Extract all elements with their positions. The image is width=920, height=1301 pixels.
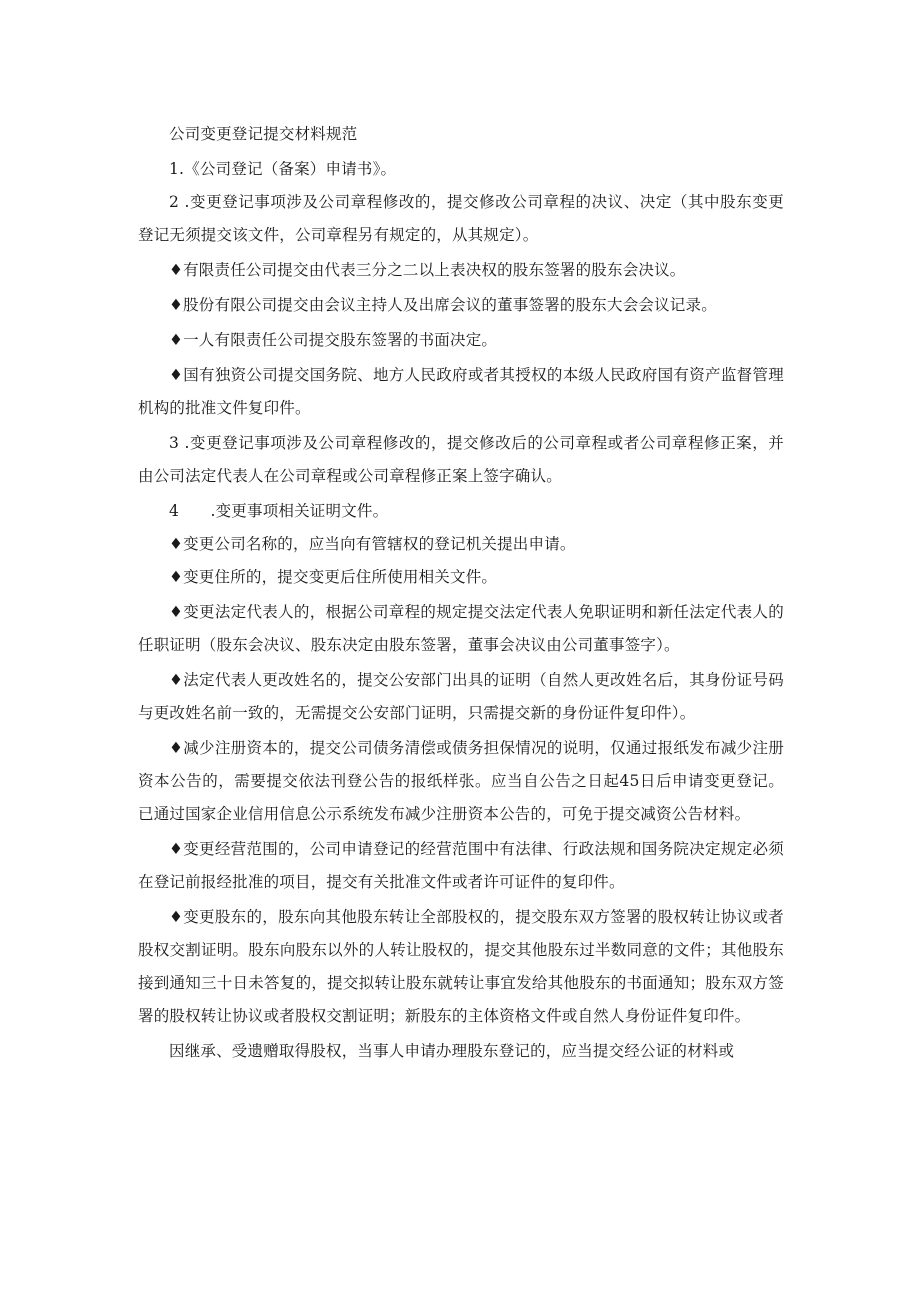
paragraph-bullet-capital-reduction: ♦减少注册资本的，提交公司债务清偿或债务担保情况的说明，仅通过报纸发布减少注册资本公告的，需要提交依法刊登公告的报纸样张。应当自公告之日起45日后申请变更登记。已通过国家企业信用信息公示系统发布减少注册资本公告的，可免于提交减资公告材料。	[138, 739, 784, 823]
paragraph-bullet-state-owned: ♦国有独资公司提交国务院、地方人民政府或者其授权的本级人民政府国有资产监督管理机构的批准文件复印件。	[138, 366, 784, 417]
paragraph-bullet-representative-name-change: ♦法定代表人更改姓名的，提交公安部门出具的证明（自然人更改姓名后，其身份证号码与更改姓名前一致的，无需提交公安部门证明，只需提交新的身份证件复印件）。	[138, 671, 784, 722]
paragraph-bullet-shareholder-change: ♦变更股东的，股东向其他股东转让全部股权的，提交股东双方签署的股权转让协议或者股权交割证明。股东向股东以外的人转让股权的，提交其他股东过半数同意的文件；其他股东接到通知三十日未答复的，提交拟转让股东就转让事宜发给其他股东的书面通知；股东双方签署的股权转让协议或者股权交割证明；新股东的主体资格文件或自然人身份证件复印件。	[138, 908, 784, 1025]
paragraph-item-1: 1.《公司登记（备案）申请书》。	[169, 160, 397, 178]
paragraph-bullet-single-shareholder: ♦一人有限责任公司提交股东签署的书面决定。	[169, 331, 498, 349]
paragraph-inheritance: 因继承、受遗赠取得股权，当事人申请办理股东登记的，应当提交经公证的材料或	[169, 1042, 735, 1060]
paragraph-bullet-legal-representative: ♦变更法定代表人的，根据公司章程的规定提交法定代表人免职证明和新任法定代表人的任职证明（股东会决议、股东决定由股东签署，董事会决议由公司董事签字）。	[138, 603, 784, 654]
paragraph-bullet-name-change: ♦变更公司名称的，应当向有管辖权的登记机关提出申请。	[169, 535, 576, 553]
paragraph-bullet-joint-stock-company: ♦股份有限公司提交由会议主持人及出席会议的董事签署的股东大会会议记录。	[169, 296, 717, 314]
paragraph-item-4: 4 .变更事项相关证明文件。	[169, 502, 389, 520]
paragraph-item-2: 2 .变更登记事项涉及公司章程修改的，提交修改公司章程的决议、决定（其中股东变更登记无须提交该文件，公司章程另有规定的，从其规定）。	[138, 193, 784, 244]
paragraph-item-3: 3 .变更登记事项涉及公司章程修改的，提交修改后的公司章程或者公司章程修正案，并由公司法定代表人在公司章程或公司章程修正案上签字确认。	[138, 434, 784, 485]
paragraph-bullet-business-scope: ♦变更经营范围的，公司申请登记的经营范围中有法律、行政法规和国务院决定规定必须在登记前报经批准的项目，提交有关批准文件或者许可证件的复印件。	[138, 840, 784, 891]
paragraph-bullet-limited-company: ♦有限责任公司提交由代表三分之二以上表决权的股东签署的股东会决议。	[169, 261, 686, 279]
document-body	[138, 118, 784, 1070]
document-title: 公司变更登记提交材料规范	[169, 125, 358, 143]
paragraph-bullet-address-change: ♦变更住所的，提交变更后住所使用相关文件。	[169, 568, 498, 586]
